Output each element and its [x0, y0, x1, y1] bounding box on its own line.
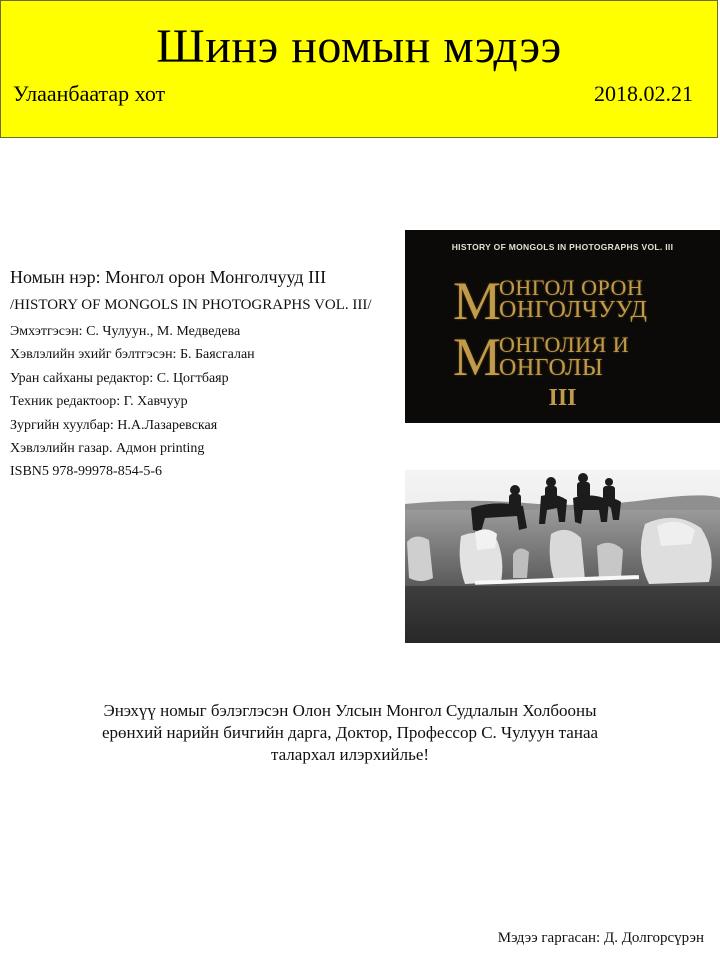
book-english-title: /HISTORY OF MONGOLS IN PHOTOGRAPHS VOL. III/: [10, 297, 372, 313]
book-details: [10, 262, 402, 484]
detail-art-editor: Уран сайханы редактор: С. Цогтбаяр: [10, 370, 229, 386]
book-cover-image: [405, 230, 720, 423]
acknowledgement: [40, 700, 660, 766]
cover-series-label: HISTORY OF MONGOLS IN PHOTOGRAPHS VOL. III: [451, 242, 674, 252]
detail-photo-copy: Зургийн хуулбар: Н.А.Лазаревская: [10, 417, 218, 433]
cover-volume-number: III: [548, 385, 577, 411]
historical-photo-drawing: [405, 470, 720, 643]
date-label: 2018.02.21: [594, 81, 693, 106]
detail-prepress: Хэвлэлийн эхийг бэлтгэсэн: Б. Баясгалан: [10, 347, 255, 363]
cover-line-2b: ОНГОЛЫ: [499, 355, 604, 381]
detail-publisher: Хэвлэлийн газар. Адмон printing: [10, 441, 205, 457]
header-banner: [0, 0, 718, 138]
acknowledgement-line-2: ерөнхий нарийн бичгийн дарга, Доктор, Профессор С. Чулуун танаа: [101, 723, 599, 742]
cover-line-1a: ОНГОЛ ОРОН: [499, 275, 644, 300]
detail-tech-editor: Техник редактоор: Г. Хавчуур: [10, 394, 188, 410]
city-label: Улаанбаатар хот: [13, 81, 166, 106]
cover-line-2a: ОНГОЛИЯ И: [499, 332, 630, 357]
cover-line-1b: ОНГОЛЧУУД: [499, 297, 648, 323]
book-name: Номын нэр: Монгол орон Монголчууд III: [10, 267, 327, 287]
historical-photo: [405, 470, 720, 643]
author-credit: Мэдээ гаргасан: Д. Долгорсүрэн: [497, 930, 704, 946]
acknowledgement-line-1: Энэхүү номыг бэлэглэсэн Олон Улсын Монгол Судлалын Холбооны: [103, 701, 597, 720]
detail-compilers: Эмхэтгэсэн: С. Чулуун., М. Медведева: [10, 324, 241, 339]
acknowledgement-line-3: талархал илэрхийлье!: [270, 745, 430, 764]
page-title: Шинэ номын мэдээ: [156, 20, 562, 73]
detail-isbn: ISBN5 978-99978-854-5-6: [10, 464, 163, 480]
cover-capital-2: М: [453, 327, 502, 387]
cover-capital-1: М: [453, 271, 502, 331]
